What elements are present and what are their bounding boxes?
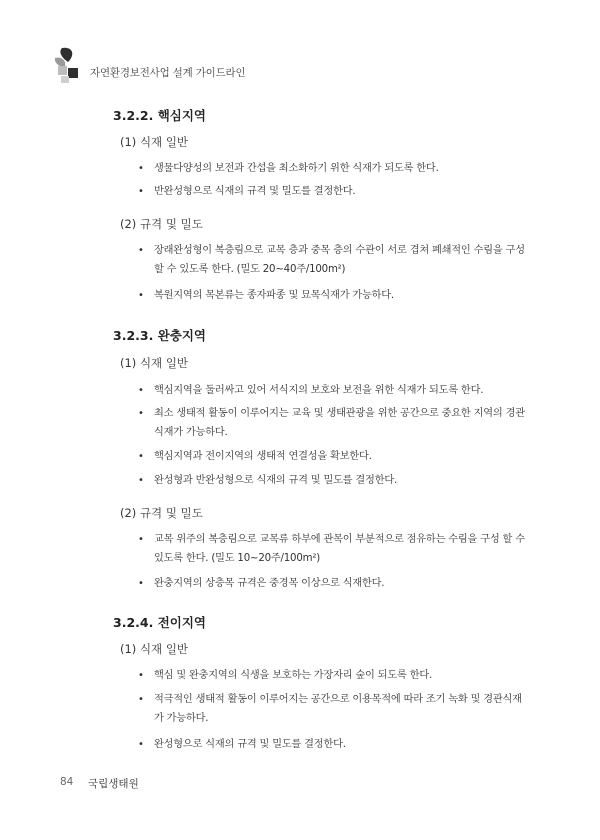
bullet-icon: • <box>138 534 144 545</box>
leaf-logo-icon <box>52 44 86 84</box>
section-title-core-area: 3.2.2. 핵심지역 <box>113 108 206 123</box>
section-title-buffer-area: 3.2.3. 완충지역 <box>113 328 206 343</box>
bullet-icon: • <box>138 670 144 681</box>
list-item: • 장래완성형이 복층림으로 교목 층과 중목 층의 수관이 서로 겹쳐 폐쇄적인 수림을 구성 할 수 있도록 한다. (밀도 20~40주/100m²) <box>138 241 528 279</box>
list-item: • 핵심지역과 전이지역의 생태적 연결성을 확보한다. <box>138 447 528 466</box>
list-item: • 복원지역의 목본류는 종자파종 및 묘목식재가 가능하다. <box>138 286 528 305</box>
bullet-icon: • <box>138 578 144 589</box>
list-item: • 핵심 및 완충지역의 식생을 보호하는 가장자리 숲이 되도록 한다. <box>138 666 528 685</box>
bullet-icon: • <box>138 694 144 705</box>
header-title: 자연환경보전사업 설계 가이드라인 <box>90 67 246 79</box>
section-title-transition-area: 3.2.4. 전이지역 <box>113 615 206 630</box>
page-number: 84 <box>60 776 74 788</box>
bullet-icon: • <box>138 475 144 486</box>
subsection-title: (1) 식재 일반 <box>120 356 189 370</box>
bullet-icon: • <box>138 385 144 396</box>
list-item: • 교목 위주의 복층림으로 교목류 하부에 관목이 부분적으로 점유하는 수림을 구성 할 수 있도록 한다. (밀도 10~20주/100m²) <box>138 530 528 568</box>
list-item: • 핵심지역을 둘러싸고 있어 서식지의 보호와 보전을 위한 식재가 되도록 한다. <box>138 381 528 400</box>
bullet-icon: • <box>138 290 144 301</box>
list-item: • 최소 생태적 활동이 이루어지는 교육 및 생태관광을 위한 공간으로 중요한 지역의 경관 식재가 가능하다. <box>138 404 528 442</box>
bullet-icon: • <box>138 408 144 419</box>
bullet-icon: • <box>138 451 144 462</box>
subsection-title: (2) 규격 및 밀도 <box>120 217 203 231</box>
list-item: • 완성형으로 식재의 규격 및 밀도를 결정한다. <box>138 735 528 754</box>
footer-organization: 국립생태원 <box>88 778 139 790</box>
bullet-icon: • <box>138 245 144 256</box>
bullet-icon: • <box>138 163 144 174</box>
list-item: • 완충지역의 상층목 규격은 중경목 이상으로 식재한다. <box>138 574 528 593</box>
bullet-icon: • <box>138 186 144 197</box>
subsection-title: (1) 식재 일반 <box>120 135 189 149</box>
bullet-icon: • <box>138 739 144 750</box>
list-item: • 완성형과 반완성형으로 식재의 규격 및 밀도를 결정한다. <box>138 471 528 490</box>
subsection-title: (2) 규격 및 밀도 <box>120 506 203 520</box>
subsection-title: (1) 식재 일반 <box>120 642 189 656</box>
list-item: • 반완성형으로 식재의 규격 및 밀도를 결정한다. <box>138 182 528 201</box>
list-item: • 생물다양성의 보전과 간섭을 최소화하기 위한 식재가 되도록 한다. <box>138 159 528 178</box>
list-item: • 적극적인 생태적 활동이 이루어지는 공간으로 이용목적에 따라 조기 녹화 및 경관식재가 가능하다. <box>138 690 528 728</box>
